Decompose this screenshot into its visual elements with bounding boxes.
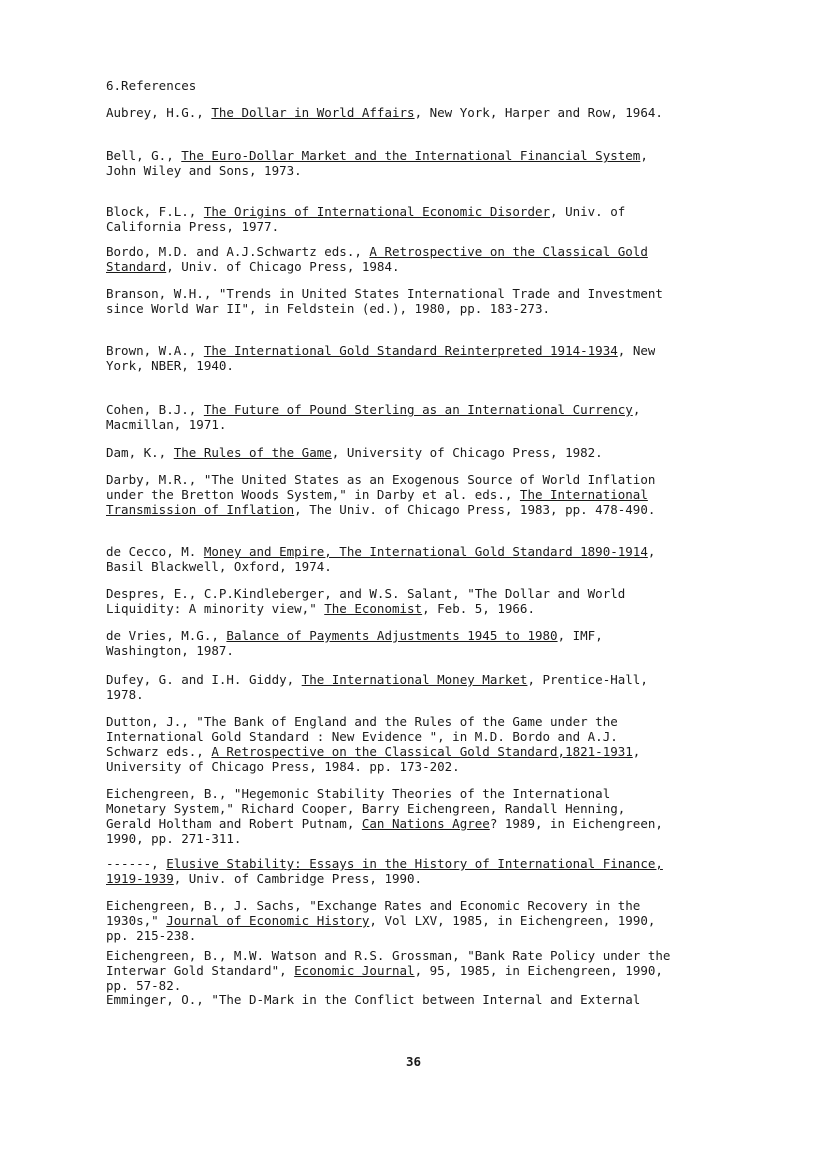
reference-text: 1930s," — [106, 913, 167, 928]
reference-title: Transmission of Inflation — [106, 502, 295, 517]
reference-text: , — [640, 148, 648, 163]
reference-text: Brown, W.A., — [106, 343, 204, 358]
reference-line — [106, 871, 663, 886]
reference-text: , Univ. of — [550, 204, 626, 219]
references-page — [106, 78, 732, 1007]
reference-line — [106, 744, 640, 759]
reference-entry — [106, 286, 663, 316]
reference-text: pp. 57-82. — [106, 978, 182, 993]
reference-text: Dutton, J., "The Bank of England and the Rules of the Game under the — [106, 714, 618, 729]
reference-entry — [106, 898, 655, 943]
reference-text: , New — [617, 343, 656, 358]
reference-line — [106, 502, 655, 517]
reference-line — [106, 343, 655, 358]
reference-title: The Future of Pound Sterling as an International Currency — [203, 402, 633, 417]
reference-text: Liquidity: A minority view," — [106, 601, 325, 616]
reference-line — [106, 286, 663, 301]
page-number: 36 — [405, 1054, 422, 1069]
reference-text: International Gold Standard : New Evidence ", in M.D. Bordo and A.J. — [106, 729, 618, 744]
reference-line — [106, 831, 663, 846]
reference-entry — [106, 148, 648, 178]
reference-text: , University of Chicago Press, 1982. — [331, 445, 603, 460]
reference-text: , Feb. 5, 1966. — [422, 601, 535, 616]
reference-text: , Vol LXV, 1985, in Eichengreen, 1990, — [369, 913, 656, 928]
reference-line — [106, 402, 640, 417]
reference-line — [106, 219, 625, 234]
reference-title: Money and Empire, The International Gold Standard 1890-1914 — [203, 544, 648, 559]
reference-text: Despres, E., C.P.Kindleberger, and W.S. Salant, "The Dollar and World — [106, 586, 626, 601]
reference-entry — [106, 856, 663, 886]
reference-line — [106, 672, 648, 687]
reference-text: Interwar Gold Standard", — [106, 963, 295, 978]
reference-text: , Univ. of Chicago Press, 1984. — [166, 259, 400, 274]
reference-line — [106, 358, 655, 373]
reference-text: , IMF, — [557, 628, 603, 643]
reference-text: 1978. — [106, 687, 144, 702]
reference-line — [106, 601, 625, 616]
reference-title: The International Money Market — [301, 672, 528, 687]
reference-line — [106, 978, 670, 993]
reference-text: Dam, K., — [106, 445, 174, 460]
reference-title: Balance of Payments Adjustments 1945 to 1980 — [226, 628, 558, 643]
reference-line — [106, 963, 670, 978]
reference-text: , — [647, 544, 656, 559]
reference-text: Emminger, O., "The D-Mark in the Conflict between Internal and External — [106, 992, 641, 1007]
reference-line — [106, 163, 648, 178]
section-heading: 6.References — [106, 78, 197, 93]
reference-line — [106, 301, 663, 316]
reference-entry — [106, 244, 648, 274]
reference-title: The International — [519, 487, 648, 502]
reference-entry — [106, 992, 640, 1007]
reference-title: The Economist — [324, 601, 423, 616]
reference-line — [106, 759, 640, 774]
reference-line — [106, 148, 648, 163]
reference-line — [106, 928, 655, 943]
reference-line — [106, 628, 603, 643]
reference-text: under the Bretton Woods System," in Darby et al. eds., — [106, 487, 520, 502]
reference-title: Can Nations Agree — [361, 816, 490, 831]
reference-text: , — [632, 744, 641, 759]
reference-text: ? 1989, in Eichengreen, — [489, 816, 663, 831]
reference-entry — [106, 343, 655, 373]
reference-title: The Euro-Dollar Market and the International Financial System — [181, 148, 641, 163]
reference-line — [106, 913, 655, 928]
reference-line — [106, 417, 640, 432]
reference-entry — [106, 714, 640, 774]
reference-line — [106, 801, 663, 816]
reference-line — [106, 445, 603, 460]
reference-entry — [106, 786, 663, 846]
reference-text: , New York, Harper and Row, 1964. — [414, 105, 663, 120]
reference-title: A Retrospective on the Classical Gold Standard,1821-1931 — [211, 744, 633, 759]
reference-text: Cohen, B.J., — [106, 402, 204, 417]
reference-text: Branson, W.H., "Trends in United States International Trade and Investment — [106, 286, 663, 301]
reference-title: Economic Journal — [294, 963, 415, 978]
reference-line — [106, 856, 663, 871]
reference-line — [106, 786, 663, 801]
reference-line — [106, 586, 625, 601]
reference-line — [106, 559, 655, 574]
reference-line — [106, 687, 648, 702]
reference-entry — [106, 672, 648, 702]
reference-title: The Origins of International Economic Disorder — [203, 204, 551, 219]
reference-title: A Retrospective on the Classical Gold — [369, 244, 648, 259]
reference-title: Elusive Stability: Essays in the History of International Finance, — [166, 856, 663, 871]
reference-text: pp. 215-238. — [106, 928, 197, 943]
reference-text: York, NBER, 1940. — [106, 358, 234, 373]
reference-title: Journal of Economic History — [166, 913, 370, 928]
reference-text: Schwarz eds., — [106, 744, 212, 759]
reference-text: ------, — [106, 856, 167, 871]
reference-text: Dufey, G. and I.H. Giddy, — [106, 672, 302, 687]
reference-entry — [106, 544, 655, 574]
reference-entry — [106, 105, 663, 120]
reference-text: de Cecco, M. — [106, 544, 204, 559]
reference-title: Standard — [106, 259, 167, 274]
reference-text: Washington, 1987. — [106, 643, 234, 658]
reference-title: 1919-1939 — [106, 871, 174, 886]
reference-text: , Univ. of Cambridge Press, 1990. — [173, 871, 423, 886]
reference-entry — [106, 586, 625, 616]
reference-line — [106, 816, 663, 831]
reference-text: de Vries, M.G., — [106, 628, 227, 643]
reference-entry — [106, 948, 670, 993]
reference-text: , The Univ. of Chicago Press, 1983, pp. 478-490. — [294, 502, 656, 517]
reference-text: Bell, G., — [106, 148, 182, 163]
reference-text: Aubrey, H.G., — [106, 105, 212, 120]
reference-text: , Prentice-Hall, — [527, 672, 648, 687]
reference-text: , — [632, 402, 641, 417]
reference-line — [106, 714, 640, 729]
reference-entry — [106, 472, 655, 517]
reference-text: Eichengreen, B., J. Sachs, "Exchange Rates and Economic Recovery in the — [106, 898, 641, 913]
reference-entry — [106, 628, 603, 658]
reference-line — [106, 204, 625, 219]
reference-line — [106, 105, 663, 120]
reference-entry — [106, 445, 603, 460]
reference-text: California Press, 1977. — [106, 219, 280, 234]
reference-text: since World War II", in Feldstein (ed.), 1980, pp. 183-273. — [106, 301, 551, 316]
reference-line — [106, 992, 640, 1007]
reference-text: University of Chicago Press, 1984. pp. 173-202. — [106, 759, 460, 774]
reference-title: The International Gold Standard Reinterpreted 1914-1934 — [203, 343, 618, 358]
reference-text: 1990, pp. 271-311. — [106, 831, 242, 846]
reference-title: The Rules of the Game — [173, 445, 332, 460]
reference-line — [106, 948, 670, 963]
reference-line — [106, 244, 648, 259]
reference-text: Darby, M.R., "The United States as an Exogenous Source of World Inflation — [106, 472, 656, 487]
reference-entry — [106, 402, 640, 432]
reference-text: Block, F.L., — [106, 204, 204, 219]
reference-text: John Wiley and Sons, 1973. — [106, 163, 302, 178]
reference-text: Macmillan, 1971. — [106, 417, 227, 432]
reference-line — [106, 259, 648, 274]
reference-line — [106, 898, 655, 913]
reference-entry — [106, 204, 625, 234]
reference-text: Bordo, M.D. and A.J.Schwartz eds., — [106, 244, 370, 259]
reference-line — [106, 729, 640, 744]
reference-line — [106, 487, 655, 502]
reference-text: Eichengreen, B., "Hegemonic Stability Theories of the International — [106, 786, 611, 801]
reference-text: Gerald Holtham and Robert Putnam, — [106, 816, 362, 831]
reference-line — [106, 472, 655, 487]
reference-text: , 95, 1985, in Eichengreen, 1990, — [414, 963, 663, 978]
reference-title: The Dollar in World Affairs — [211, 105, 415, 120]
reference-line — [106, 643, 603, 658]
reference-line — [106, 544, 655, 559]
reference-text: Basil Blackwell, Oxford, 1974. — [106, 559, 332, 574]
reference-text: Eichengreen, B., M.W. Watson and R.S. Grossman, "Bank Rate Policy under the — [106, 948, 671, 963]
reference-text: Monetary System," Richard Cooper, Barry Eichengreen, Randall Henning, — [106, 801, 626, 816]
